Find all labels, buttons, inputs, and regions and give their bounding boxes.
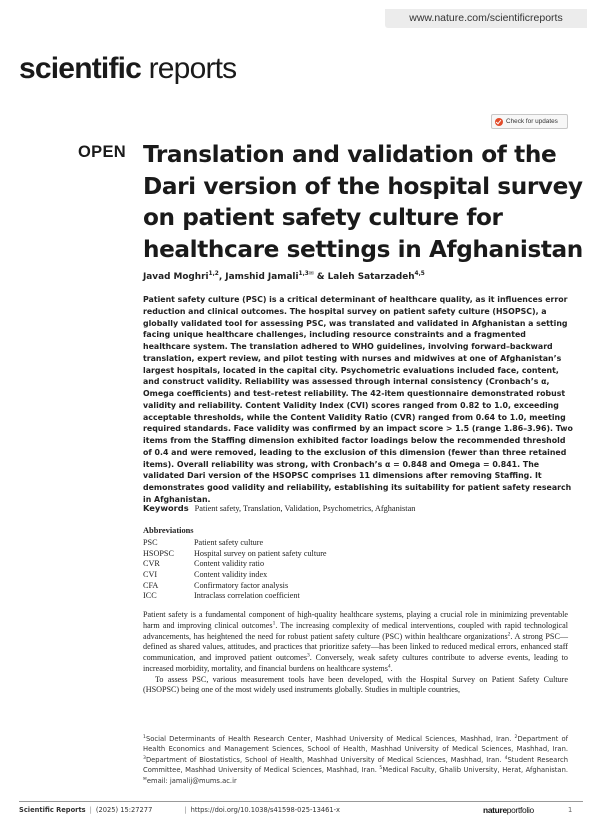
body-paragraph: Patient safety is a fundamental component of high-quality healthcare systems, playing a crucial role in minimizing preventable harm and improving clinical outcomes$^1$. The increasing complexity of medical interventions, coupled with rapid technological advancements, has heightened the need for robust patient safety culture (PSC) within healthcare organizations$^2$. A strong PSC—defined as shared values, attitudes, and practices that prioritize safety—has been linked to reduced medical errors, enhanced staff communication, and improved patient outcomes$^3$. Conversely, weak safety cultures contribute to adverse events, leading to increased morbidity, mortality, and financial burdens on healthcare systems$^4$. xyxy=(143,610,569,673)
check-for-updates-button[interactable] xyxy=(491,114,568,129)
check-updates-label: Check for updates xyxy=(506,118,558,125)
body-paragraph: To assess PSC, various measurement tools have been developed, with the Hospital Survey on Patient Safety Culture (HSOPSC) being one of the most widely used instruments globally. Studies in multiple countries, xyxy=(143,674,568,695)
footer-divider xyxy=(19,801,583,802)
author-name[interactable]: Jamshid Jamali xyxy=(225,271,299,282)
journal-url[interactable]: www.nature.com/scientificreports xyxy=(385,9,587,28)
keywords-label: Keywords xyxy=(143,503,189,513)
email-icon: ✉ xyxy=(143,776,147,782)
abbreviation-definition: Content validity index xyxy=(194,570,268,580)
corresponding-email[interactable]: email: jamalij@mums.ac.ir xyxy=(146,776,237,785)
footer-citation: (2025) 15:27277 xyxy=(95,806,153,814)
open-access-label: OPEN xyxy=(78,143,126,161)
author-affil-sup: 1,2 xyxy=(208,271,219,277)
affiliations: $^1$Social Determinants of Health Research Center, Mashhad University of Medical Sciences, Mashhad, Iran. $^2$Department of Health Economics and Management Sciences, School of Health, Mashhad University of Medical Sciences, Mashhad, Iran. $^3$Department of Biostatistics, School of Health, Mashhad University of Medical Sciences, Mashhad, Iran. $^4$Student Research Committee, Mashhad University of Medical Sciences, Mashhad, Iran. $^5$Medical Faculty, Ghalib University, Herat, Afghanistan. ✉email: jamalij@mums.ac.ir xyxy=(143,734,569,785)
abbreviations-list xyxy=(143,538,443,602)
check-updates-icon xyxy=(495,118,503,126)
reference-link[interactable]: 4 xyxy=(387,663,391,670)
body-text xyxy=(143,610,568,696)
abbreviations-heading: Abbreviations xyxy=(143,526,194,535)
author-affil-sup: 1,3 xyxy=(298,271,309,277)
reference-link[interactable]: 1 xyxy=(272,620,276,627)
email-icon[interactable]: ✉ xyxy=(308,271,314,277)
brand-light: reports xyxy=(148,52,237,85)
abbreviation-definition: Patient safety culture xyxy=(194,538,264,547)
abbreviation-definition: Intraclass correlation coefficient xyxy=(194,591,300,601)
publisher-logo: natureportfolio xyxy=(483,805,534,815)
author-name[interactable]: Laleh Satarzadeh xyxy=(327,271,415,282)
reference-link[interactable]: 2 xyxy=(507,630,511,637)
keywords-list: Patient safety, Translation, Validation, Psychometrics, Afghanistan xyxy=(194,504,416,513)
abbreviation-definition: Content validity ratio xyxy=(194,559,265,569)
abbreviation: HSOPSC xyxy=(143,548,174,558)
abbreviation-row xyxy=(143,591,443,602)
keywords xyxy=(143,503,583,513)
journal-brand-logo[interactable] xyxy=(19,52,236,86)
abbreviation: PSC xyxy=(143,538,158,547)
abbreviation: ICC xyxy=(143,591,157,601)
abbreviation-row xyxy=(143,538,443,549)
page-number: 1 xyxy=(568,806,573,814)
abbreviation-row xyxy=(143,559,443,570)
article-title: Translation and validation of the Dari version of the hospital survey on patient safety culture for healthcare settings in Afghanistan xyxy=(143,141,583,263)
abbreviation: CVR xyxy=(143,559,160,569)
abbreviation: CVI xyxy=(143,570,158,580)
abbreviation-definition: Confirmatory factor analysis xyxy=(194,580,289,590)
page-footer: Scientific Reports | (2025) 15:27277 | https://doi.org/10.1038/s41598-025-13461-x natureportfolio 1 xyxy=(19,805,573,815)
abstract: Patient safety culture (PSC) is a critical determinant of healthcare quality, as it influences error reduction and clinical outcomes. The hospital survey on patient safety culture (HSOPSC), a globally validated tool for assessing PSC, was translated and validated in Afghanistan a setting facing unique healthcare challenges, including resource constraints and a fragmented healthcare system. The translation adhered to WHO guidelines, involving forward–backward translation, expert review, and pilot testing with nurses and midwives at one of Afghanistan’s largest hospitals, located in the capital city. Psychometric evaluations included face, content, and construct validity. Reliability was assessed through internal consistency (Cronbach’s α, Omega coefficients) and test–retest reliability. The 42-item questionnaire demonstrated robust validity and reliability. Content Validity Index (CVI) scores ranged from 0.82 to 1.0, exceeding acceptable thresholds, while the Content Validity Ratio (CVR) ranged from 0.64 to 1.0, meeting required standards. Face validity was confirmed by an impact score > 1.5 (range 1.86–3.96). Two items from the Staffing dimension exhibited factor loadings below the recommended threshold of 0.4 and were removed, leading to the exclusion of this dimension (fewer than three retained items). Overall reliability was strong, with Cronbach’s α = 0.848 and Omega = 0.841. The validated Dari version of the HSOPSC comprises 11 dimensions after removing Staffing. It demonstrates good validity and reliability, establishing its suitability for patient safety research in Afghanistan. xyxy=(143,295,573,504)
abbreviation-row xyxy=(143,581,443,592)
doi-link[interactable]: https://doi.org/10.1038/s41598-025-13461-x xyxy=(190,806,341,814)
brand-bold: scientific xyxy=(19,52,142,85)
abbreviation-definition: Hospital survey on patient safety culture xyxy=(194,548,327,558)
abbreviation: CFA xyxy=(143,580,159,590)
author-list: Javad Moghri$^{1,2}$, Jamshid Jamali$^{1,3✉}$ & Laleh Satarzadeh$^{4,5}$ xyxy=(143,271,425,282)
abbreviation-row xyxy=(143,549,443,560)
reference-link[interactable]: 3 xyxy=(307,652,310,659)
footer-journal: Scientific Reports xyxy=(19,806,86,814)
author-affil-sup: 4,5 xyxy=(414,271,425,277)
author-name[interactable]: Javad Moghri xyxy=(143,271,209,282)
abbreviation-row xyxy=(143,570,443,581)
